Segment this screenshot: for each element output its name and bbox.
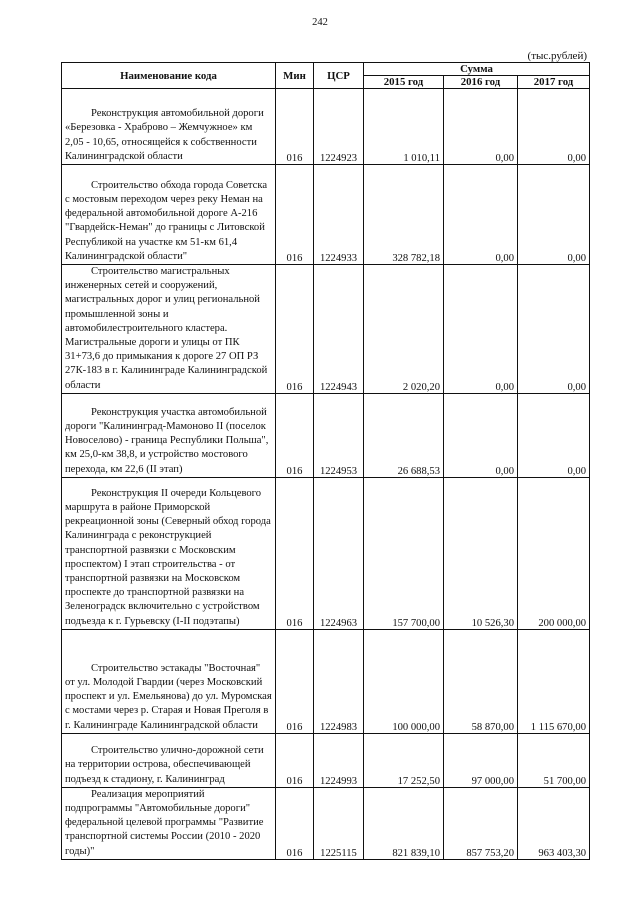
table-row (62, 787, 590, 859)
units-label: (тыс.рублей) (527, 50, 587, 62)
row-name: Реконструкция участка автомобильной дороги "Калининград-Мамоново II (поселок Новоселово) - граница Республики Польша", км 25,0-км 38,8, и устройство мостового перехода, км 22,6 (II этап) (62, 393, 276, 477)
row-min: 016 (276, 629, 314, 733)
header-name: Наименование кода (62, 63, 276, 89)
row-2017: 963 403,30 (518, 787, 590, 859)
table-row (62, 629, 590, 733)
row-name: Строительство эстакады "Восточная" от ул. Молодой Гвардии (через Московский проспект и ул. Емельянова) до ул. Муромская с мостами через р. Старая и Новая Преголя в г. Калининграде Калининградской области (62, 629, 276, 733)
row-2015: 328 782,18 (364, 165, 444, 265)
row-2016: 0,00 (444, 89, 518, 165)
row-min: 016 (276, 733, 314, 787)
header-2015: 2015 год (364, 76, 444, 89)
row-name: Строительство улично-дорожной сети на территории острова, обеспечивающей подъезд к стадиону, г. Калининград (62, 733, 276, 787)
row-2015: 2 020,20 (364, 265, 444, 394)
row-min: 016 (276, 265, 314, 394)
row-min: 016 (276, 89, 314, 165)
header-sum: Сумма (364, 63, 590, 76)
row-2016: 58 870,00 (444, 629, 518, 733)
row-2017: 200 000,00 (518, 477, 590, 629)
row-2015: 26 688,53 (364, 393, 444, 477)
row-2017: 1 115 670,00 (518, 629, 590, 733)
row-2015: 1 010,11 (364, 89, 444, 165)
row-2017: 0,00 (518, 265, 590, 394)
table-row (62, 265, 590, 394)
row-min: 016 (276, 165, 314, 265)
row-name: Реконструкция автомобильной дороги «Березовка - Храброво – Жемчужное» км 2,05 - 10,65, относящейся к собственности Калининградской области (62, 89, 276, 165)
table-row (62, 477, 590, 629)
row-2016: 97 000,00 (444, 733, 518, 787)
header-csr: ЦСР (314, 63, 364, 89)
row-2017: 0,00 (518, 89, 590, 165)
row-2016: 857 753,20 (444, 787, 518, 859)
table-row (62, 733, 590, 787)
table-row (62, 393, 590, 477)
row-csr: 1224923 (314, 89, 364, 165)
row-min: 016 (276, 477, 314, 629)
header-row (62, 63, 590, 76)
row-name: Реконструкция II очереди Кольцевого маршрута в районе Приморской рекреационной зоны (Северный обход города Калининграда с реконструкцией транспортной развязки с Московским проспектом) I этап строительства - от транспортной развязки на Московском проспекте до транспортной развязки на Зеленоградск включительно с устройством подъезда к г. Гурьевску (I-II подэтапы) (62, 477, 276, 629)
row-name: Реализация мероприятий подпрограммы "Автомобильные дороги" федеральной целевой программы "Развитие транспортной системы России (2010 - 2020 годы)" (62, 787, 276, 859)
row-csr: 1224953 (314, 393, 364, 477)
row-csr: 1224993 (314, 733, 364, 787)
row-2015: 821 839,10 (364, 787, 444, 859)
header-min: Мин (276, 63, 314, 89)
row-csr: 1225115 (314, 787, 364, 859)
row-csr: 1224983 (314, 629, 364, 733)
row-2016: 0,00 (444, 265, 518, 394)
row-2016: 10 526,30 (444, 477, 518, 629)
row-2015: 17 252,50 (364, 733, 444, 787)
row-2017: 51 700,00 (518, 733, 590, 787)
budget-table (61, 62, 590, 860)
row-csr: 1224933 (314, 165, 364, 265)
row-csr: 1224943 (314, 265, 364, 394)
row-min: 016 (276, 787, 314, 859)
row-min: 016 (276, 393, 314, 477)
row-2015: 157 700,00 (364, 477, 444, 629)
table-row (62, 89, 590, 165)
table-row (62, 165, 590, 265)
row-name: Строительство обхода города Советска с мостовым переходом через реку Неман на федеральной автомобильной дороге А-216 "Гвардейск-Неман" до границы с Литовской Республикой на участке км 51-км 61,4 Калининградской области" (62, 165, 276, 265)
row-2015: 100 000,00 (364, 629, 444, 733)
page-number: 242 (312, 17, 328, 28)
row-csr: 1224963 (314, 477, 364, 629)
row-2016: 0,00 (444, 393, 518, 477)
header-2017: 2017 год (518, 76, 590, 89)
row-name: Строительство магистральных инженерных сетей и сооружений, магистральных дорог и улиц региональной промышленной зоны и автомобилестроительного кластера. Магистральные дороги и улицы от ПК 31+73,6 до примыкания к дороге 27 ОП РЗ 27К-183 в г. Калининграде Калининградской области (62, 265, 276, 394)
row-2017: 0,00 (518, 393, 590, 477)
row-2016: 0,00 (444, 165, 518, 265)
row-2017: 0,00 (518, 165, 590, 265)
header-2016: 2016 год (444, 76, 518, 89)
